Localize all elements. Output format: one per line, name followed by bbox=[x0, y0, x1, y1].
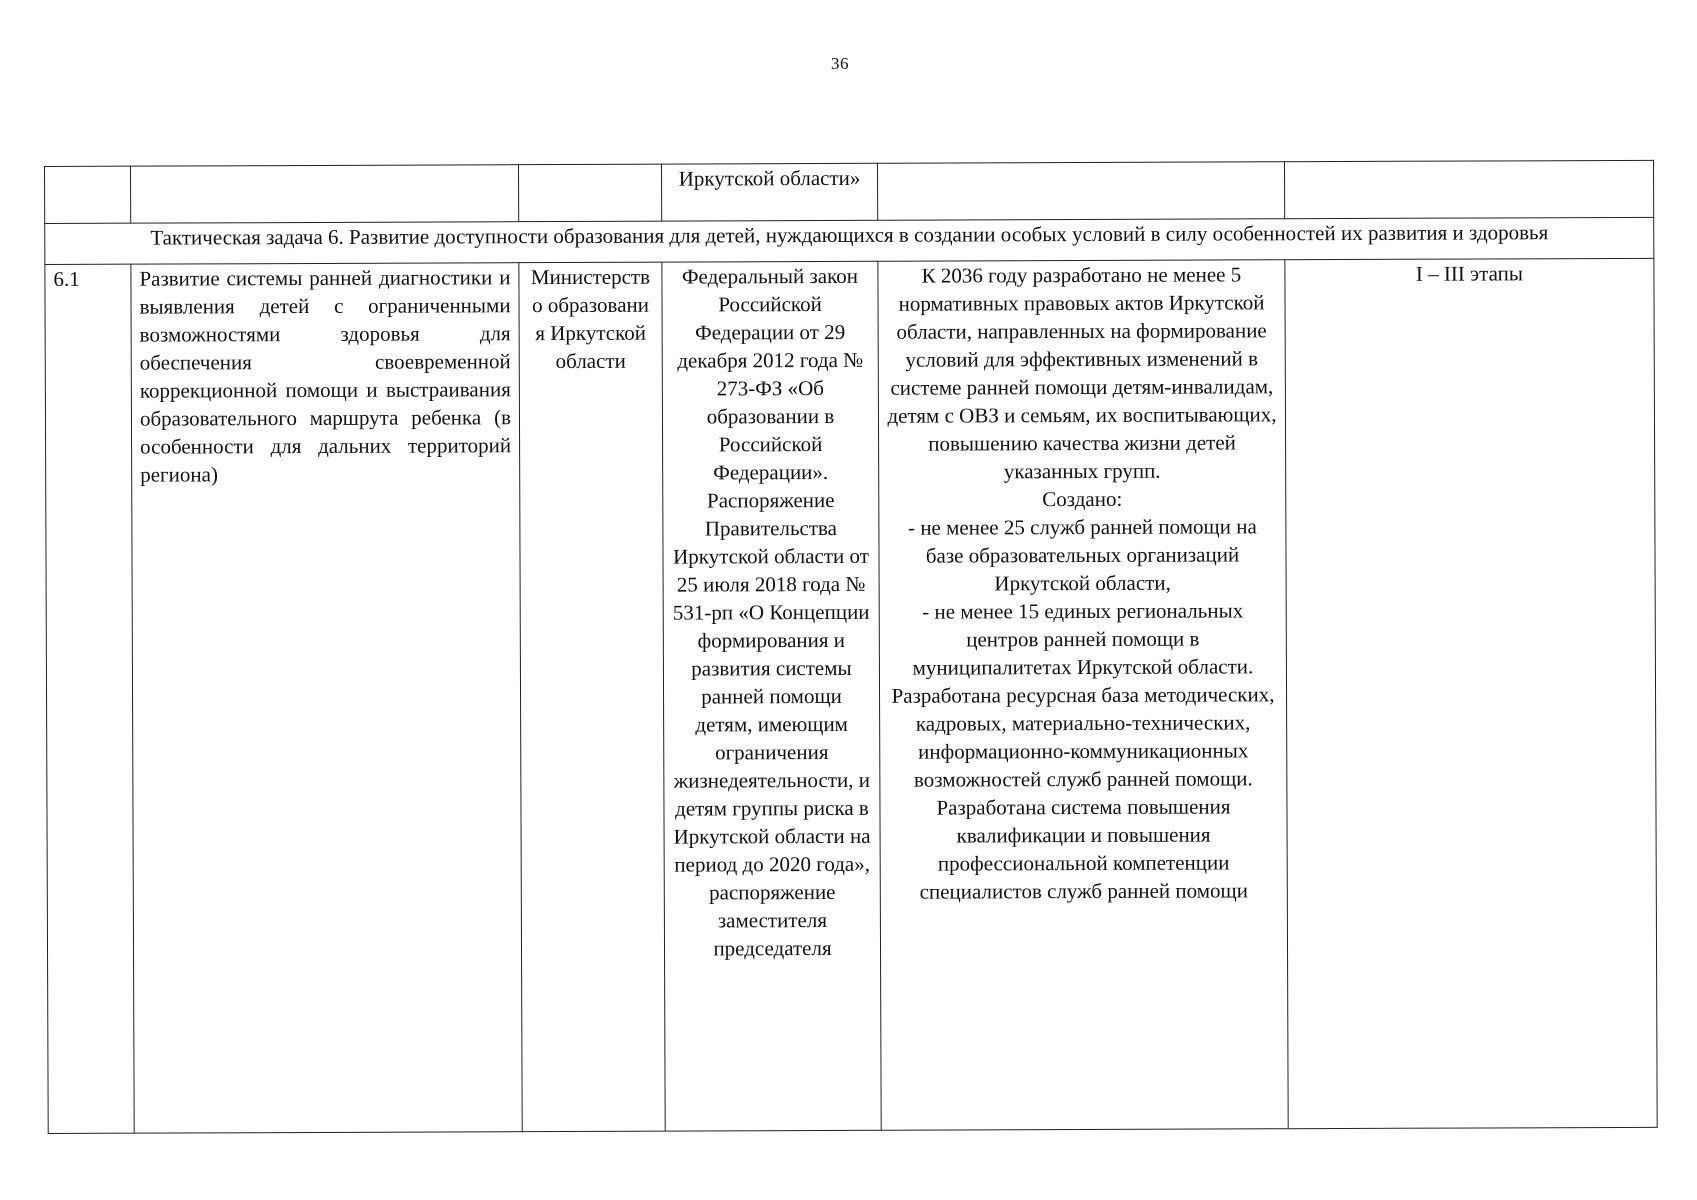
cell-stages: I – III этапы bbox=[1285, 258, 1657, 1128]
cell-executor: Министерство образования Иркутской области bbox=[519, 262, 665, 1132]
result-paragraph: - не менее 15 единых региональных центров ранней помощи в муниципалитетах Иркутской области. bbox=[912, 598, 1254, 680]
result-paragraph: Разработана ресурсная база методических, кадровых, материально-технических, информационно-коммуникационных возможностей служб ранней помощи. bbox=[891, 682, 1275, 792]
page-number: 36 bbox=[831, 54, 849, 73]
result-paragraph: Разработана система повышения квалификации и повышения профессиональной компетенции специалистов служб ранней помощи bbox=[919, 794, 1248, 904]
table-row bbox=[45, 258, 1657, 1133]
cell-continuation-legal-basis: Иркутской области» bbox=[661, 163, 877, 221]
cell-empty-executor bbox=[518, 164, 661, 222]
cell-measure: Развитие системы ранней диагностики и выявления детей с ограниченными возможностями здоровья для обеспечения своевременной коррекционной помощи и выстраивания образовательного маршрута ребенка (в особенности для дальних территорий региона) bbox=[131, 263, 522, 1133]
measures-table bbox=[44, 160, 1658, 1134]
table-row-tactical-task bbox=[45, 217, 1654, 264]
cell-results bbox=[878, 260, 1288, 1131]
cell-empty-measure bbox=[131, 165, 519, 223]
result-paragraph: - не менее 25 служб ранней помощи на базе образовательных организаций Иркутской области, bbox=[908, 514, 1257, 596]
cell-row-number: 6.1 bbox=[45, 264, 134, 1133]
result-paragraph: К 2036 году разработано не менее 5 нормативных правовых актов Иркутской области, направленных на формирование условий для эффективных изменений в системе ранней помощи детям-инвалидам, детям с ОВЗ и семьям, их воспитывающих, повышению качества жизни детей указанных групп. bbox=[887, 262, 1277, 484]
cell-empty-stages bbox=[1284, 160, 1653, 218]
cell-empty-number bbox=[45, 166, 131, 223]
table-row-continuation bbox=[45, 160, 1654, 223]
cell-legal-basis: Федеральный закон Российской Федерации от 29 декабря 2012 года № 273-ФЗ «Об образовании в Российской Федерации». Распоряжение Правительства Иркутской области от 25 июля 2018 года № 531-рп «О Концепции формирования и развития системы ранней помощи детям, имеющим ограничения жизнедеятельности, и детям группы риска в Иркутской области на период до 2020 года», распоряжение заместителя председателя bbox=[662, 261, 881, 1131]
tactical-task-heading: Тактическая задача 6. Развитие доступности образования для детей, нуждающихся в создании особых условий в силу особенностей их развития и здоровья bbox=[45, 217, 1654, 264]
result-paragraph: Создано: bbox=[1042, 486, 1123, 512]
cell-empty-results bbox=[877, 162, 1284, 221]
